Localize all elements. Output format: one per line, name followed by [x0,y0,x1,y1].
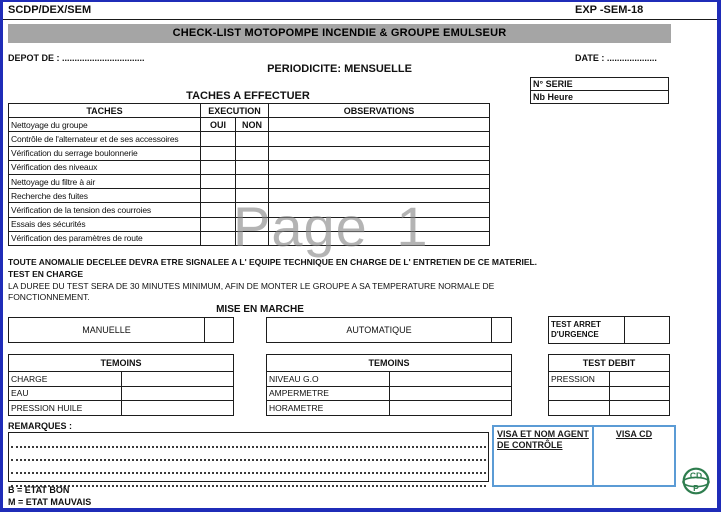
temoins-label: CHARGE [9,372,122,387]
non-cell[interactable] [236,146,269,160]
remarques-label: REMARQUES : [8,421,73,431]
temoins-value-cell[interactable] [389,401,512,416]
observation-cell[interactable] [269,118,490,132]
observation-cell[interactable] [269,231,490,245]
task-label: Vérification de la tension des courroies [9,203,201,217]
test-arret-label: TEST ARRET D'URGENCE [549,317,625,344]
temoins-label: EAU [9,386,122,401]
checklist-title: TACHES A EFFECTUER [186,90,310,102]
task-label: Vérification des paramètres de route [9,231,201,245]
test-charge-text-line1: LA DUREE DU TEST SERA DE 30 MINUTES MINIMUM, AFIN DE MONTER LE GROUPE A SA TEMPERATURE NORMALE DE [8,281,495,291]
non-cell[interactable] [236,160,269,174]
page-watermark: Page 1 [233,195,429,258]
oui-cell[interactable] [201,189,236,203]
automatique-check-cell[interactable] [492,318,512,343]
temoins-right-table [266,354,512,416]
table-row [9,203,490,217]
temoins-left-table [8,354,234,416]
table-row [9,189,490,203]
test-debit-header: TEST DEBIT [549,355,670,372]
temoins-label: NIVEAU G.O [267,372,390,387]
temoins-value-cell[interactable] [121,372,234,387]
test-debit-label: PRESSION [549,372,610,387]
col-header-taches: TACHES [9,104,201,118]
test-charge-heading: TEST EN CHARGE [8,269,84,279]
temoins-value-cell[interactable] [389,372,512,387]
non-cell[interactable] [236,231,269,245]
table-row [9,174,490,188]
task-label: Nettoyage du filtre à air [9,174,201,188]
observation-cell[interactable] [269,203,490,217]
table-row [9,160,490,174]
remarques-line[interactable] [11,435,486,448]
company-logo-icon [682,467,710,495]
serial-table [530,77,669,104]
oui-cell[interactable] [201,231,236,245]
observation-cell[interactable] [269,174,490,188]
legend-etat-bon: B = ETAT BON [8,485,70,495]
temoins-label: AMPERMETRE [267,386,390,401]
remarques-line[interactable] [11,448,486,461]
oui-cell[interactable] [201,132,236,146]
test-debit-value-cell[interactable] [609,386,670,401]
test-debit-value-cell[interactable] [609,372,670,387]
temoins-value-cell[interactable] [121,401,234,416]
task-label: Essais des sécurités [9,217,201,231]
oui-cell[interactable] [201,146,236,160]
anomaly-note: TOUTE ANOMALIE DECELEE DEVRA ETRE SIGNALEE A L' EQUIPE TECHNIQUE EN CHARGE DE L' ENTRETIEN DE CE MATERIEL. [8,257,538,267]
non-cell[interactable] [236,174,269,188]
manuelle-box [8,317,234,343]
task-label: Vérification du serrage boulonnerie [9,146,201,160]
non-cell[interactable] [236,132,269,146]
test-debit-value-cell[interactable] [609,401,670,416]
table-row [9,132,490,146]
observation-cell[interactable] [269,132,490,146]
test-debit-label [549,401,610,416]
sub-header-non: NON [236,118,269,132]
observation-cell[interactable] [269,146,490,160]
periodicity-heading: PERIODICITE: MENSUELLE [267,63,412,75]
task-label: Vérification des niveaux [9,160,201,174]
test-debit-label [549,386,610,401]
remarques-box[interactable] [8,432,489,482]
table-row [9,118,490,132]
automatique-box [266,317,512,343]
sub-header-oui: OUI [201,118,236,132]
serial-number-cell[interactable]: N° SERIE [531,78,669,91]
remarques-line[interactable] [11,461,486,474]
oui-cell[interactable] [201,174,236,188]
automatique-label: AUTOMATIQUE [267,318,492,343]
logo-text-top: CD [689,470,703,481]
oui-cell[interactable] [201,203,236,217]
header-divider [3,19,717,20]
oui-cell[interactable] [201,217,236,231]
test-debit-table [548,354,670,416]
test-arret-box [548,316,670,344]
manuelle-check-cell[interactable] [205,318,234,343]
page-title: CHECK-LIST MOTOPOMPE INCENDIE & GROUPE EMULSEUR [8,24,671,43]
doc-ref-left: SCDP/DEX/SEM [8,4,92,16]
document-page [3,2,717,508]
remarques-line[interactable] [11,474,486,487]
task-label: Contrôle de l'alternateur et de ses accessoires [9,132,201,146]
doc-ref-right: EXP -SEM-18 [575,4,644,16]
temoins-value-cell[interactable] [121,386,234,401]
table-row [9,146,490,160]
legend-etat-mauvais: M = ETAT MAUVAIS [8,497,92,507]
manuelle-label: MANUELLE [9,318,205,343]
oui-cell[interactable] [201,160,236,174]
observation-cell[interactable] [269,217,490,231]
temoins-label: PRESSION HUILE [9,401,122,416]
date-field: DATE : .................... [575,53,657,63]
hours-cell[interactable]: Nb Heure [531,91,669,104]
mise-en-marche-heading: MISE EN MARCHE [216,304,304,315]
non-cell[interactable] [236,217,269,231]
temoins-value-cell[interactable] [389,386,512,401]
task-label: Recherche des fuites [9,189,201,203]
table-row [9,231,490,245]
test-arret-check-cell[interactable] [625,317,670,344]
logo-text-bottom: P [693,483,699,493]
col-header-observations: OBSERVATIONS [269,104,490,118]
col-header-execution: EXECUTION [201,104,269,118]
test-charge-text-line2: FONCTIONNEMENT. [8,292,90,302]
observation-cell[interactable] [269,160,490,174]
visa-cd-cell[interactable]: VISA CD [593,426,675,486]
temoins-left-header: TEMOINS [9,355,234,372]
observation-cell[interactable] [269,189,490,203]
temoins-right-header: TEMOINS [267,355,512,372]
checklist-table [8,103,490,246]
visa-table [492,425,676,487]
visa-agent-cell[interactable]: VISA ET NOM AGENT DE CONTRÔLE [493,426,593,486]
table-row [9,217,490,231]
temoins-label: HORAMETRE [267,401,390,416]
non-cell[interactable] [236,203,269,217]
task-label: Nettoyage du groupe [9,118,201,132]
depot-field: DEPOT DE : ................................. [8,53,145,63]
non-cell[interactable] [236,189,269,203]
